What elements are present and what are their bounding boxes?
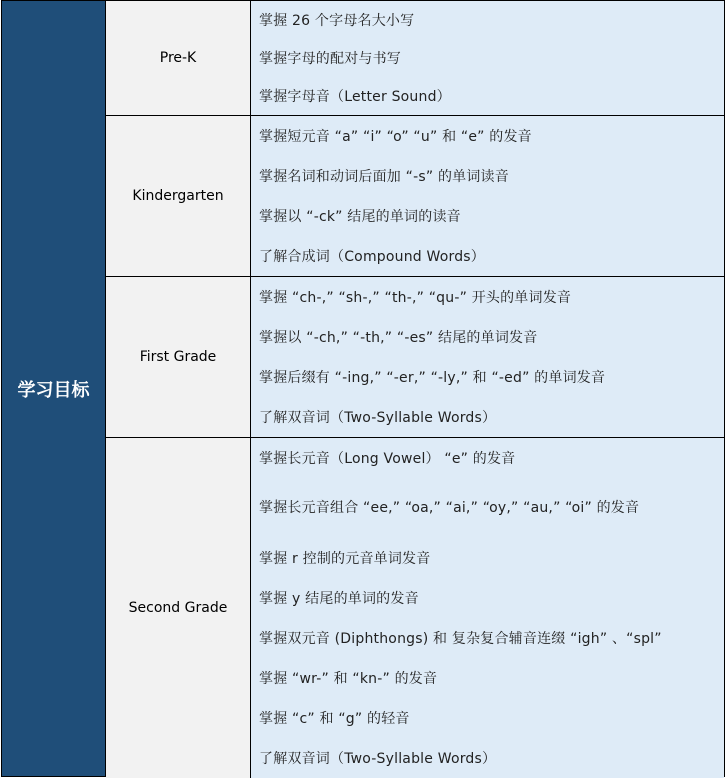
goals-cell	[251, 438, 724, 778]
grade-cell	[106, 277, 251, 437]
goal-item: 掌握 26 个字母名大小写	[259, 13, 415, 29]
grade-label: Kindergarten	[132, 188, 224, 204]
goal-item: 掌握以 “-ck” 结尾的单词的读音	[259, 209, 461, 225]
goal-item: 掌握 r 控制的元音单词发音	[259, 551, 431, 567]
goal-item: 掌握 y 结尾的单词的发音	[259, 591, 419, 607]
goals-cell	[251, 277, 724, 437]
row-first-grade	[106, 277, 724, 438]
row-kindergarten	[106, 116, 724, 277]
goal-item: 掌握字母音（Letter Sound）	[259, 89, 451, 105]
side-header-label: 学习目标	[17, 379, 90, 401]
learning-goals-table	[1, 0, 725, 777]
goal-item: 了解双音词（Two-Syllable Words）	[259, 751, 497, 767]
goal-item: 掌握 “c” 和 “g” 的轻音	[259, 711, 410, 727]
goal-item: 掌握名词和动词后面加 “-s” 的单词读音	[259, 169, 509, 185]
goal-item: 了解合成词（Compound Words）	[259, 249, 485, 265]
row-second-grade	[106, 438, 724, 778]
goal-item: 掌握短元音 “a” “i” “o” “u” 和 “e” 的发音	[259, 129, 532, 145]
goal-item: 掌握双元音 (Diphthongs) 和 复杂复合辅音连缀 “igh” 、“spl”	[259, 631, 662, 647]
goal-item: 掌握字母的配对与书写	[259, 51, 401, 67]
goal-item: 掌握长元音（Long Vowel） “e” 的发音	[259, 451, 516, 467]
grade-label: Second Grade	[128, 600, 228, 616]
goal-item: 掌握 “wr-” 和 “kn-” 的发音	[259, 671, 438, 687]
goal-item: 掌握长元音组合 “ee,” “oa,” “ai,” “oy,” “au,” “oi” 的发音	[259, 500, 640, 516]
goal-item: 了解双音词（Two-Syllable Words）	[259, 410, 497, 426]
grade-cell	[106, 116, 251, 276]
goals-cell	[251, 1, 724, 115]
goals-cell	[251, 116, 724, 276]
grade-cell	[106, 1, 251, 115]
goal-item: 掌握 “ch-,” “sh-,” “th-,” “qu-” 开头的单词发音	[259, 290, 572, 306]
grade-rows	[106, 1, 724, 776]
side-header	[2, 1, 106, 776]
grade-label: First Grade	[139, 349, 217, 365]
goal-item: 掌握以 “-ch,” “-th,” “-es” 结尾的单词发音	[259, 330, 538, 346]
row-pre-k	[106, 1, 724, 116]
grade-cell	[106, 438, 251, 778]
goal-item: 掌握后缀有 “-ing,” “-er,” “-ly,” 和 “-ed” 的单词发音	[259, 370, 606, 386]
grade-label: Pre-K	[159, 50, 197, 66]
